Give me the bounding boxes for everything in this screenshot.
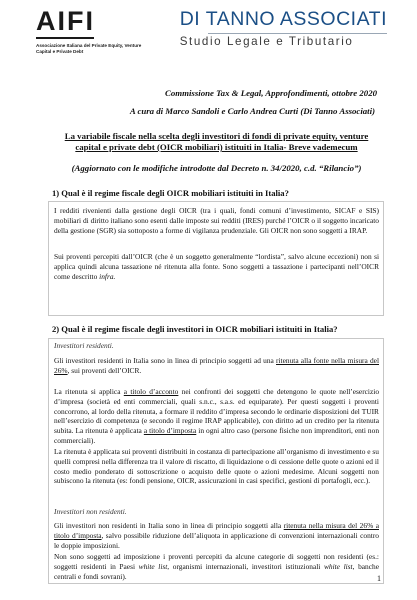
paragraph-underlined-text: ritenuta nella misura del 26% a titolo d’imposta [54, 521, 379, 540]
paragraph-text: La ritenuta si applica [54, 387, 124, 396]
paragraph-italic-text: white list [138, 561, 168, 571]
section-2-paragraph-5 [54, 552, 379, 581]
paragraph-underlined-text: ritenuta alla fonte nella misura del 26% [54, 356, 379, 375]
page-number: 1 [377, 574, 381, 583]
firm-name: DI TANNO ASSOCIATI [179, 8, 387, 30]
section-1-paragraph-1: I redditi rivenienti dalla gestione degli OICR (tra i quali, fondi comuni d’investimento, SICAF e SIS) mobiliari di diritto italiano sono esenti dalle imposte sui redditi (IRES) purché l’OICR o il soggetto incaricato della gestione (SGR) sia sottoposto a forme di vigilanza prudenziale. Gli OICR non sono soggetti a IRAP. [54, 206, 379, 235]
authors-line: A cura di Marco Sandoli e Carlo Andrea Curti (Di Tanno Associati) [129, 106, 375, 116]
heading-nonresident-investors: Investitori non residenti. [54, 507, 127, 516]
section-2-paragraph-2 [54, 387, 379, 446]
paragraph-text: in ogni altro caso (persone fisiche non imprenditori, enti non commerciali). [54, 426, 380, 445]
aifi-logo-block [36, 8, 166, 54]
paragraph-text: Non sono soggetti ad imposizione i proventi percepiti da alcune categorie di soggetti non residenti (es.: soggetti residenti in Paesi [54, 552, 379, 571]
aifi-logo-rule [36, 37, 94, 39]
section-1-paragraph-2-text: Sui proventi percepiti dall’OICR (che è un soggetto generalmente “lordista”, salvo alcune eccezioni) non si applica quindi alcuna tassazione né ritenuta alla fonte. Sono soggetti a tassazione i partecipanti nell’OICR come descritto [54, 252, 379, 281]
paragraph-underlined-text: a titolo d’imposta [143, 426, 197, 436]
paragraph-text: nei confronti dei soggetti che detengono le quote nell’esercizio d’impresa (società ed enti commerciali, quali s.n.c., s.a.s. ed equiparate). Per questi soggetti i proventi concorrono, al lordo della ritenuta, a formare il reddito d’impresa secondo le ordinarie disposizioni del TUIR nell’esercizio di competenza (e secondo il regime IRAP applicabile), con diritto ad un credito per la ritenuta subita. La ritenuta è applicata [54, 387, 380, 436]
document-title: La variabile fiscale nella scelta degli investitori di fondi di private equity, venture capital e private debt (OICR mobiliari) istituiti in Italia- Breve vademecum [64, 131, 369, 152]
section-1-question: 1) Qual è il regime fiscale degli OICR mobiliari istituiti in Italia? [52, 188, 289, 198]
commission-line: Commissione Tax & Legal, Approfondimenti, ottobre 2020 [165, 88, 377, 98]
section-1-paragraph-2-infra: infra. [99, 271, 116, 281]
paragraph-text: Gli investitori residenti in Italia sono in linea di principio soggetti ad una [54, 356, 277, 365]
section-2-question: 2) Qual è il regime fiscale degli investitori in OICR mobiliari istituiti in Italia? [52, 324, 338, 334]
section-2-paragraph-4 [54, 521, 379, 550]
firm-subtitle: Studio Legale e Tributario [179, 35, 354, 48]
paragraph-text: , salvo possibile riduzione dell’aliquota in applicazione di convenzioni internazionali contro le doppie imposizioni. [54, 530, 379, 550]
document-subtitle: (Aggiornato con le modifiche introdotte dal Decreto n. 34/2020, c.d. “Rilancio”) [71, 163, 362, 173]
aifi-logo: AIFI [36, 6, 95, 36]
section-2-paragraph-1 [54, 356, 379, 376]
paragraph-text: Gli investitori non residenti in Italia sono in linea di principio soggetti alla [54, 521, 284, 530]
section-1-paragraph-2 [54, 252, 379, 281]
paragraph-text: , organismi internazionali, investitori istituzionali [167, 561, 324, 571]
firm-logo-block [180, 8, 387, 50]
aifi-subtitle: Associazione Italiana del Private Equity, Venture Capital e Private Debt [36, 43, 142, 54]
paragraph-underlined-text: a titolo d’acconto [123, 387, 179, 396]
paragraph-italic-text: white list [323, 561, 353, 571]
section-2-paragraph-3: La ritenuta è applicata sui proventi distribuiti in costanza di partecipazione all’organismo di investimento e su quelli compresi nella differenza tra il valore di riscatto, di liquidazione o di cessione delle quote o azioni ed il costo medio ponderato di sottoscrizione o acquisto delle quote o azioni medesime. Alcuni soggetti non subiscono la ritenuta (es: fondi pensione, OICR, assicurazioni in casi specifici, gestioni di portafogli, ecc.). [54, 447, 379, 486]
paragraph-text: , sui proventi dell’OICR. [67, 365, 142, 375]
header-divider [208, 33, 387, 34]
heading-resident-investors: Investitori residenti. [54, 341, 114, 350]
paragraph-text: , banche centrali e fondi sovrani). [54, 561, 379, 581]
